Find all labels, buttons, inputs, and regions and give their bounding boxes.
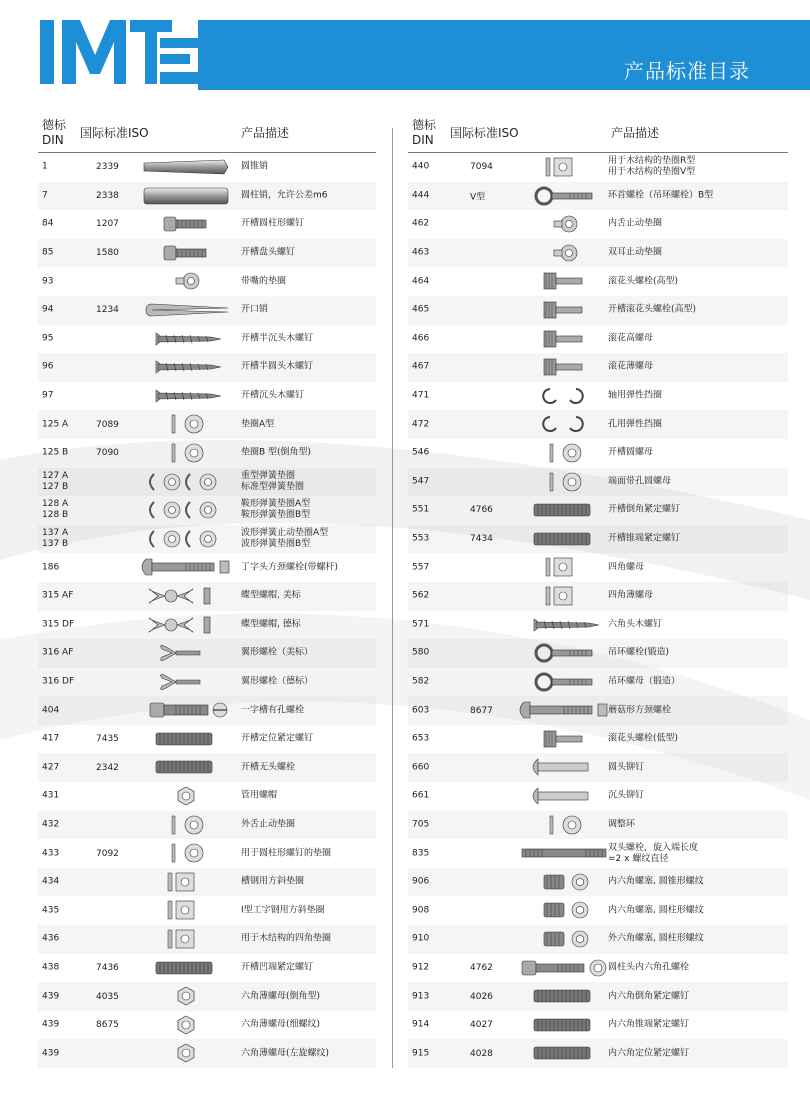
screw-icon	[136, 212, 236, 236]
din-number: 582	[412, 676, 430, 687]
imte-logo	[0, 0, 200, 100]
table-row	[38, 611, 376, 640]
table-row	[38, 439, 376, 468]
table-row	[38, 267, 376, 296]
table-row	[38, 925, 376, 954]
desc-header: 产品描述	[611, 126, 660, 140]
product-description: 翼形螺栓（美标）	[241, 647, 314, 658]
product-description: 重型弹簧垫圈 标准型弹簧垫圈	[241, 470, 305, 492]
product-description: 双耳止动垫圈	[608, 247, 663, 258]
product-description: 鞍形弹簧垫圈A型 鞍形弹簧垫圈B型	[241, 499, 311, 521]
din-number: 433	[42, 848, 60, 859]
table-row	[38, 353, 376, 382]
table-row	[408, 839, 788, 868]
hex-nut-icon	[136, 1041, 236, 1065]
iso-number: 1580	[96, 248, 119, 259]
circlip-icon	[514, 412, 614, 436]
product-description: 内舌止动垫圈	[608, 218, 663, 229]
din-header: 德标 DIN	[42, 118, 67, 147]
product-description: 蝶型螺帽, 德标	[241, 619, 301, 630]
iso-number: 4766	[470, 505, 493, 516]
product-description: 滚花薄螺母	[608, 361, 654, 372]
set-screw-icon	[514, 527, 614, 551]
din-number: 315 DF	[42, 619, 75, 630]
table-row	[408, 525, 788, 554]
din-number: 471	[412, 390, 430, 401]
din-number: 84	[42, 218, 54, 229]
din-number: 467	[412, 361, 430, 372]
product-description: 滚花头螺栓(低型)	[608, 733, 679, 744]
table-row	[408, 496, 788, 525]
table-row	[408, 439, 788, 468]
din-number: 914	[412, 1019, 430, 1030]
table-row	[38, 954, 376, 983]
iso-number: 7092	[96, 848, 119, 859]
table-row	[408, 410, 788, 439]
table-row	[408, 611, 788, 640]
product-description: 圆柱头内六角孔螺栓	[608, 962, 690, 973]
table-row	[408, 1039, 788, 1068]
table-row	[408, 239, 788, 268]
tab-washer-icon	[136, 269, 236, 293]
stud-icon	[514, 841, 614, 865]
knurled-icon	[514, 269, 614, 293]
din-number: 705	[412, 819, 430, 830]
product-description: 双头螺栓，旋入端长度 =2 x 螺纹直径	[608, 842, 699, 864]
din-number: 553	[412, 533, 430, 544]
product-description: 外舌止动垫圈	[241, 819, 296, 830]
product-description: 翼形螺栓（德标）	[241, 676, 314, 687]
product-description: 开槽滚花头螺栓(高型)	[608, 304, 697, 315]
table-row	[408, 868, 788, 897]
product-description: 内六角锥端紧定螺钉	[608, 1019, 690, 1030]
table-row	[408, 582, 788, 611]
table-row	[38, 182, 376, 211]
din-number: 908	[412, 905, 430, 916]
din-number: 417	[42, 733, 60, 744]
table-row	[38, 239, 376, 268]
hex-nut-icon	[136, 784, 236, 808]
table-row	[408, 925, 788, 954]
table-row	[38, 296, 376, 325]
knurled-icon	[514, 727, 614, 751]
product-description: 六角薄螺母(细螺纹)	[241, 1019, 321, 1030]
product-description: 滚花高螺母	[608, 333, 654, 344]
din-number: 835	[412, 848, 430, 859]
washer-icon	[136, 441, 236, 465]
column-divider	[392, 128, 393, 1068]
table-row	[408, 353, 788, 382]
din-number: 546	[412, 447, 430, 458]
washer-icon	[136, 412, 236, 436]
table-row	[38, 639, 376, 668]
wing-nut-icon	[136, 613, 236, 637]
left-rows	[38, 153, 376, 1068]
product-description: 开槽半圆头木螺钉	[241, 361, 314, 372]
table-row	[408, 210, 788, 239]
din-number: 912	[412, 962, 430, 973]
set-screw-icon	[514, 498, 614, 522]
circlip-icon	[514, 384, 614, 408]
iso-number: V型	[470, 192, 486, 203]
table-row	[38, 468, 376, 497]
din-number: 96	[42, 361, 54, 372]
set-screw-icon	[514, 984, 614, 1008]
table-row	[38, 896, 376, 925]
product-description: 开槽半沉头木螺钉	[241, 333, 314, 344]
product-description: 用于木结构的垫圈R型 用于木结构的垫圈V型	[608, 156, 696, 178]
wing-bolt-icon	[136, 641, 236, 665]
din-number: 97	[42, 390, 54, 401]
product-description: 开槽沉头木螺钉	[241, 390, 305, 401]
iso-number: 7089	[96, 419, 119, 430]
product-description: 开槽圆螺母	[608, 447, 654, 458]
set-screw-icon	[514, 1041, 614, 1065]
product-description: 开口销	[241, 304, 269, 315]
din-number: 125 B	[42, 447, 69, 458]
eye-bolt-icon	[514, 641, 614, 665]
din-number: 436	[42, 933, 60, 944]
wood-screw-icon	[136, 355, 236, 379]
product-description: 开槽圆柱形螺钉	[241, 218, 305, 229]
washer-icon	[514, 813, 614, 837]
product-description: 吊环螺栓(锻造)	[608, 647, 670, 658]
product-description: 开槽倒角紧定螺钉	[608, 504, 681, 515]
product-description: 环首螺栓（吊环螺栓）B型	[608, 190, 714, 201]
din-number: 432	[42, 819, 60, 830]
right-rows	[408, 153, 788, 1068]
din-number: 439	[42, 1048, 60, 1059]
table-row	[38, 839, 376, 868]
knurled-icon	[514, 298, 614, 322]
din-number: 571	[412, 619, 430, 630]
din-number: 472	[412, 419, 430, 430]
din-number: 557	[412, 562, 430, 573]
set-screw-icon	[136, 727, 236, 751]
set-screw-icon	[136, 755, 236, 779]
wood-screw-icon	[136, 384, 236, 408]
product-description: 用于木结构的四角垫圈	[241, 933, 332, 944]
din-number: 547	[412, 476, 430, 487]
product-description: 一字槽有孔螺栓	[241, 705, 305, 716]
right-column-header	[408, 110, 788, 153]
tab-washer-icon	[514, 212, 614, 236]
rivet-icon	[514, 784, 614, 808]
square-washer-icon	[136, 927, 236, 951]
product-description: 蝶型螺帽, 美标	[241, 590, 301, 601]
iso-number: 2342	[96, 762, 119, 773]
cotter-pin-icon	[136, 298, 236, 322]
din-number: 127 A 127 B	[42, 470, 69, 492]
table-row	[38, 496, 376, 525]
din-number: 427	[42, 762, 60, 773]
table-row	[408, 267, 788, 296]
socket-bolt-icon	[514, 956, 614, 980]
wing-nut-icon	[136, 584, 236, 608]
product-description: 垫圈A型	[241, 419, 275, 430]
t-bolt-icon	[136, 555, 236, 579]
square-washer-icon	[514, 155, 614, 179]
din-number: 660	[412, 762, 430, 773]
iso-number: 7436	[96, 962, 119, 973]
table-row	[38, 582, 376, 611]
product-description: 六角薄螺母(倒角型)	[241, 991, 321, 1002]
table-row	[408, 1011, 788, 1040]
eye-bolt-icon	[514, 670, 614, 694]
table-row	[38, 982, 376, 1011]
table-row	[38, 410, 376, 439]
knurled-icon	[514, 327, 614, 351]
plug-icon	[514, 870, 614, 894]
iso-header: 国际标准ISO	[450, 126, 519, 140]
plug-icon	[514, 898, 614, 922]
knurled-icon	[514, 355, 614, 379]
product-description: 蘑菇形方颈螺栓	[608, 705, 672, 716]
din-number: 910	[412, 933, 430, 944]
table-row	[408, 696, 788, 725]
din-number: 7	[42, 190, 48, 201]
product-description: 滚花头螺栓(高型)	[608, 276, 679, 287]
table-row	[408, 468, 788, 497]
iso-number: 7435	[96, 734, 119, 745]
din-number: 434	[42, 876, 60, 887]
din-number: 562	[412, 590, 430, 601]
product-description: I型工字钢用方斜垫圈	[241, 905, 325, 916]
din-number: 125 A	[42, 419, 69, 430]
product-description: 槽钢用方斜垫圈	[241, 876, 305, 887]
product-description: 开槽锥端紧定螺钉	[608, 533, 681, 544]
din-number: 440	[412, 161, 430, 172]
product-description: 四角薄螺母	[608, 590, 654, 601]
product-description: 开槽无头螺栓	[241, 762, 296, 773]
set-screw-icon	[514, 1013, 614, 1037]
din-number: 915	[412, 1048, 430, 1059]
table-row	[408, 639, 788, 668]
product-description: 开槽盘头螺钉	[241, 247, 296, 258]
page-title: 产品标准目录	[624, 59, 750, 83]
square-washer-icon	[514, 555, 614, 579]
din-number: 85	[42, 247, 54, 258]
product-description: 内六角螺塞, 圆柱形螺纹	[608, 905, 704, 916]
table-row	[38, 725, 376, 754]
product-description: 内六角倒角紧定螺钉	[608, 991, 690, 1002]
spring-washer-icon	[136, 498, 236, 522]
product-description: 带嘴的垫圈	[241, 276, 287, 287]
table-row	[408, 153, 788, 182]
set-screw-icon	[136, 956, 236, 980]
din-number: 95	[42, 333, 54, 344]
din-number: 316 DF	[42, 676, 75, 687]
desc-header: 产品描述	[241, 126, 290, 140]
table-row	[408, 182, 788, 211]
taper-pin-icon	[136, 155, 236, 179]
table-row	[38, 325, 376, 354]
din-number: 444	[412, 190, 430, 201]
din-number: 93	[42, 276, 54, 287]
din-number: 462	[412, 218, 430, 229]
product-description: 圆柱销，允许公差m6	[241, 190, 328, 201]
iso-number: 1207	[96, 219, 119, 230]
iso-number: 7094	[470, 162, 493, 173]
slotted-bolt-icon	[136, 698, 236, 722]
iso-number: 4026	[470, 991, 493, 1002]
plug-icon	[514, 927, 614, 951]
table-row	[408, 382, 788, 411]
iso-header: 国际标准ISO	[80, 126, 149, 140]
din-number: 580	[412, 647, 430, 658]
square-washer-icon	[514, 584, 614, 608]
table-row	[408, 782, 788, 811]
product-description: 六角头木螺钉	[608, 619, 663, 630]
table-row	[38, 1039, 376, 1068]
product-description: 圆头铆钉	[608, 762, 645, 773]
wood-screw-icon	[514, 613, 614, 637]
din-number: 128 A 128 B	[42, 499, 69, 521]
table-row	[38, 696, 376, 725]
iso-number: 4028	[470, 1048, 493, 1059]
product-description: 开槽定位紧定螺钉	[241, 733, 314, 744]
table-row	[408, 296, 788, 325]
product-description: 端面带孔圆螺母	[608, 476, 672, 487]
din-number: 438	[42, 962, 60, 973]
rivet-icon	[514, 755, 614, 779]
din-number: 431	[42, 790, 60, 801]
table-row	[408, 896, 788, 925]
spring-washer-icon	[136, 470, 236, 494]
product-description: 沉头铆钉	[608, 790, 645, 801]
iso-number: 8675	[96, 1020, 119, 1031]
product-description: 内六角定位紧定螺钉	[608, 1048, 690, 1059]
table-row	[408, 954, 788, 983]
table-row	[408, 553, 788, 582]
table-row	[38, 782, 376, 811]
product-description: 管用螺帽	[241, 790, 278, 801]
table-row	[38, 868, 376, 897]
din-number: 404	[42, 705, 60, 716]
iso-number: 2338	[96, 190, 119, 201]
din-number: 1	[42, 161, 48, 172]
din-number: 913	[412, 991, 430, 1002]
product-description: 六角薄螺母(左旋螺纹)	[241, 1048, 330, 1059]
din-number: 186	[42, 562, 60, 573]
iso-number: 7434	[470, 534, 493, 545]
wood-screw-icon	[136, 327, 236, 351]
din-number: 137 A 137 B	[42, 528, 69, 550]
product-description: 开槽凹端紧定螺钉	[241, 962, 314, 973]
wing-bolt-icon	[136, 670, 236, 694]
washer-icon	[514, 441, 614, 465]
din-number: 439	[42, 991, 60, 1002]
din-header: 德标 DIN	[412, 118, 437, 147]
product-description: 吊环螺母（锻造）	[608, 676, 681, 687]
cylinder-pin-icon	[136, 184, 236, 208]
product-description: 调整环	[608, 819, 636, 830]
table-row	[38, 210, 376, 239]
iso-number: 8677	[470, 705, 493, 716]
din-number: 463	[412, 247, 430, 258]
product-description: 轴用弹性挡圈	[608, 390, 663, 401]
washer-icon	[136, 841, 236, 865]
table-row	[408, 753, 788, 782]
right-column	[408, 110, 788, 1068]
product-description: 丁字头方颈螺栓(带螺杆)	[241, 562, 339, 573]
din-number: 464	[412, 276, 430, 287]
screw-icon	[136, 241, 236, 265]
left-column-header	[38, 110, 376, 153]
din-number: 551	[412, 504, 430, 515]
table-row	[38, 525, 376, 554]
product-description: 圆锥销	[241, 161, 269, 172]
din-number: 439	[42, 1019, 60, 1030]
t-bolt-icon	[514, 698, 614, 722]
product-description: 用于圆柱形螺钉的垫圈	[241, 848, 332, 859]
table-row	[38, 753, 376, 782]
table-row	[38, 553, 376, 582]
din-number: 316 AF	[42, 647, 74, 658]
table-row	[38, 668, 376, 697]
tab-washer-icon	[514, 241, 614, 265]
table-row	[408, 811, 788, 840]
iso-number: 4035	[96, 991, 119, 1002]
product-description: 内六角螺塞, 圆锥形螺纹	[608, 876, 704, 887]
left-column	[38, 110, 376, 1068]
table-row	[408, 668, 788, 697]
table-row	[38, 1011, 376, 1040]
din-number: 466	[412, 333, 430, 344]
product-description: 外六角螺塞, 圆柱形螺纹	[608, 933, 704, 944]
table-row	[38, 382, 376, 411]
din-number: 603	[412, 705, 430, 716]
iso-number: 2339	[96, 162, 119, 173]
table-row	[38, 811, 376, 840]
table-row	[408, 325, 788, 354]
iso-number: 4027	[470, 1020, 493, 1031]
din-number: 315 AF	[42, 590, 74, 601]
din-number: 94	[42, 304, 54, 315]
square-washer-icon	[136, 870, 236, 894]
table-row	[38, 153, 376, 182]
iso-number: 4762	[470, 962, 493, 973]
spring-washer-icon	[136, 527, 236, 551]
din-number: 653	[412, 733, 430, 744]
din-number: 906	[412, 876, 430, 887]
product-description: 波形弹簧止动垫圈A型 波形弹簧垫圈B型	[241, 528, 329, 550]
washer-icon	[136, 813, 236, 837]
square-washer-icon	[136, 898, 236, 922]
table-row	[408, 725, 788, 754]
din-number: 465	[412, 304, 430, 315]
eye-bolt-icon	[514, 184, 614, 208]
washer-icon	[514, 470, 614, 494]
hex-nut-icon	[136, 1013, 236, 1037]
page-header	[0, 0, 810, 100]
din-number: 435	[42, 905, 60, 916]
product-description: 孔用弹性挡圈	[608, 419, 663, 430]
table-row	[408, 982, 788, 1011]
iso-number: 1234	[96, 305, 119, 316]
din-number: 661	[412, 790, 430, 801]
product-description: 垫圈B 型(倒角型)	[241, 447, 312, 458]
product-description: 四角螺母	[608, 562, 645, 573]
iso-number: 7090	[96, 448, 119, 459]
hex-nut-icon	[136, 984, 236, 1008]
